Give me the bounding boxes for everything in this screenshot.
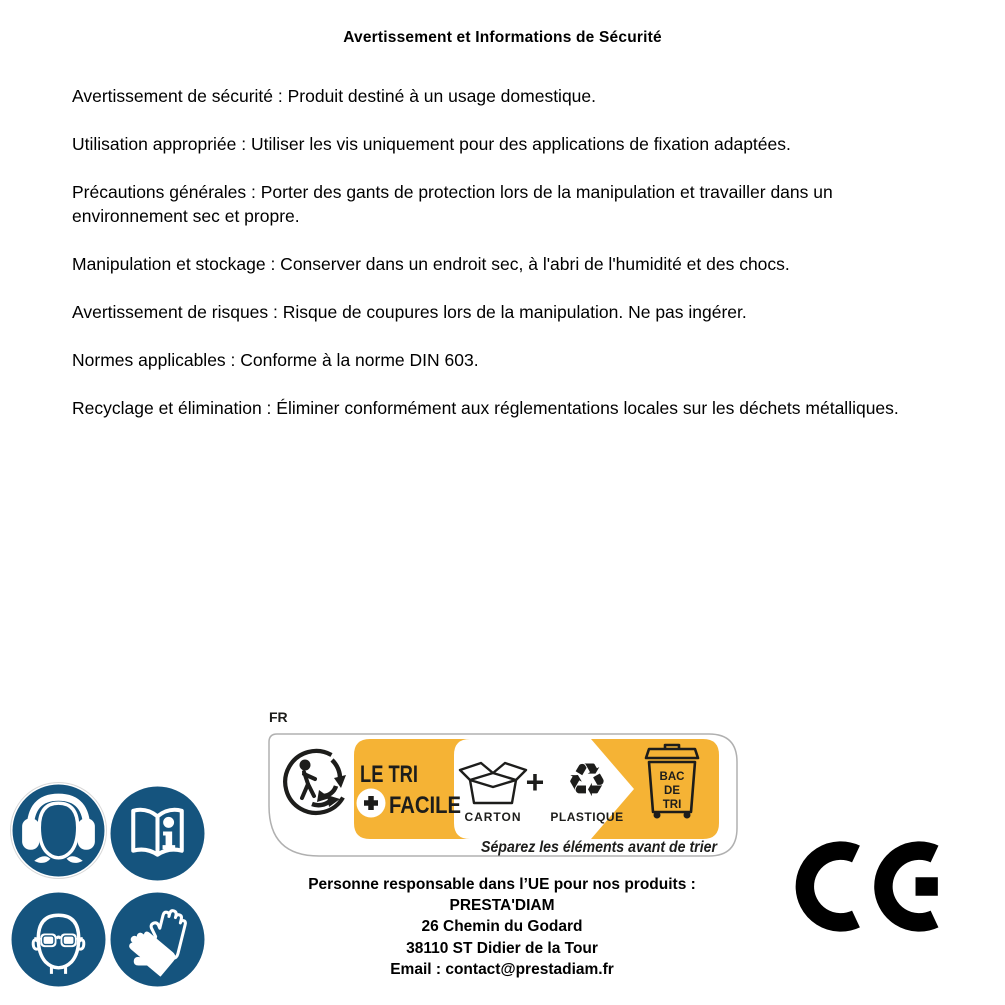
bin-text-de: DE	[664, 785, 680, 797]
wear-eye-protection-icon	[10, 891, 107, 988]
responsible-person-block	[252, 874, 752, 980]
bin-text-bac: BAC	[659, 771, 685, 783]
plastic-recycling-icon: ♻	[566, 753, 608, 807]
paragraph-precautions-generales: Précautions générales : Porter des gants de protection lors de la manipulation et travailler dans un environnement sec et propre.	[72, 182, 833, 226]
address-street: 26 Chemin du Godard	[421, 918, 583, 936]
company-name: PRESTA'DIAM	[449, 897, 555, 915]
country-code-label: FR	[269, 709, 288, 725]
safety-paragraphs	[72, 84, 930, 444]
material-carton-label: CARTON	[464, 810, 522, 824]
paragraph-utilisation-appropriee: Utilisation appropriée : Utiliser les vis uniquement pour des applications de fixation adaptées.	[72, 134, 791, 154]
wear-ear-protection-icon	[10, 782, 107, 879]
sorting-caption: Séparez les éléments avant de trier	[481, 839, 718, 856]
bin-text-tri: TRI	[662, 799, 682, 811]
responsible-person-intro: Personne responsable dans l’UE pour nos produits :	[308, 876, 696, 893]
address-city: 38110 ST Didier de la Tour	[406, 939, 598, 957]
ce-marking-icon	[795, 838, 941, 935]
paragraph-normes-applicables: Normes applicables : Conforme à la norme DIN 603.	[72, 350, 479, 370]
paragraph-manipulation-stockage: Manipulation et stockage : Conserver dans un endroit sec, à l'abri de l'humidité et des chocs.	[72, 254, 790, 274]
paragraph-avertissement-securite: Avertissement de sécurité : Produit destiné à un usage domestique.	[72, 86, 597, 106]
paragraph-avertissement-risques: Avertissement de risques : Risque de coupures lors de la manipulation. Ne pas ingérer.	[72, 302, 747, 322]
headline-le-tri: LE TRI	[360, 761, 418, 788]
contact-email: Email : contact@prestadiam.fr	[390, 960, 614, 978]
material-plastique-label: PLASTIQUE	[550, 810, 624, 824]
mandatory-safety-icons	[10, 782, 210, 992]
headline-facile: FACILE	[389, 792, 461, 819]
paragraph-recyclage-elimination: Recyclage et élimination : Éliminer conformément aux réglementations locales sur les déchets métalliques.	[72, 398, 899, 418]
read-instruction-manual-icon	[109, 785, 206, 882]
materials-plus: +	[525, 764, 545, 800]
tri-facile-recycling-label	[268, 733, 738, 858]
wear-protective-gloves-icon	[109, 891, 206, 988]
page-title: Avertissement et Informations de Sécurité	[343, 29, 662, 46]
